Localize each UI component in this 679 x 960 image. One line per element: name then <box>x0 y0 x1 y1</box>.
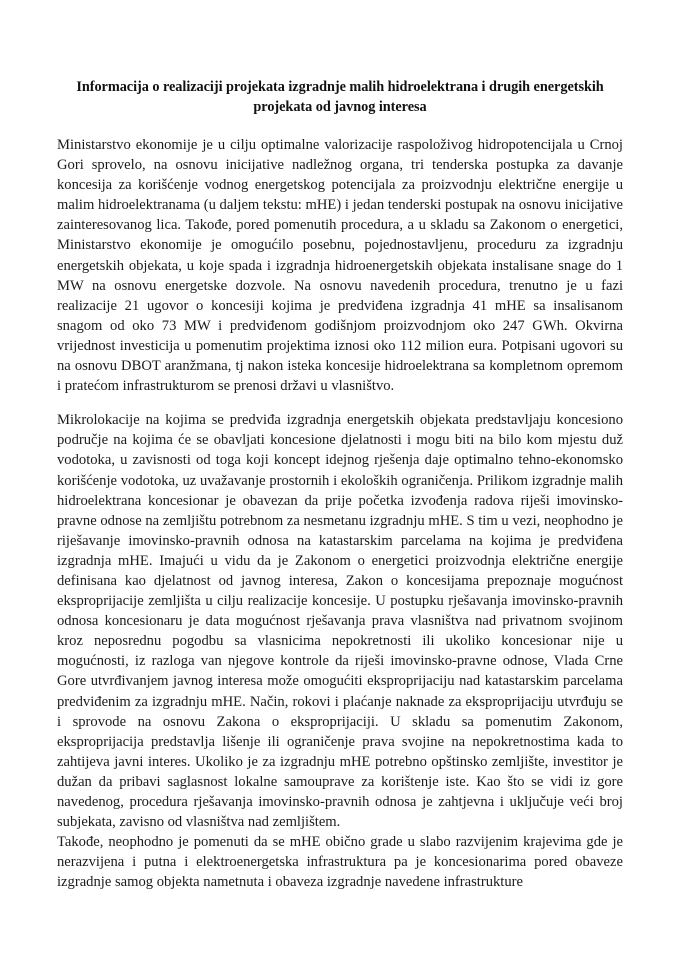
document-body <box>57 78 623 892</box>
paragraph-1: Ministarstvo ekonomije je u cilju optimalne valorizacije raspoloživog hidropotencijala u Crnoj Gori sprovelo, na osnovu inicijative nadležnog organa, tri tenderska postupka za davanje koncesija za korišćenje vodnog energetskog potencijala za proizvodnju električne energije u malim hidroelektranama (u daljem tekstu: mHE) i jedan tenderski postupak na osnovu inicijative zainteresovanog lica. Takođe, pored pomenutih procedura, a u skladu sa Zakonom o energetici, Ministarstvo ekonomije je omogućilo posebnu, pojednostavljenu, proceduru za izgradnju energetskih objekata, u koje spada i izgradnja hidroenergetskih objekata instalisane snage do 1 MW na osnovu energetske dozvole. Na osnovu navedenih procedura, trenutno je u fazi realizacije 21 ugovor o koncesiji kojima je predviđena izgradnja 41 mHE sa insalisanom snagom od oko 73 MW i predviđenom godišnjom proizvodnjom oko 247 GWh. Okvirna vrijednost investicija u pomenutim projektima iznosi oko 112 milion eura. Potpisani ugovori su na osnovu DBOT aranžmana, tj nakon isteka koncesije hidroelektrana sa kompletnom opremom i pratećom infrastrukturom se prenosi državi u vlasništvo. <box>57 137 623 395</box>
paragraph-3: Takođe, neophodno je pomenuti da se mHE obično grade u slabo razvijenim krajevima gde je nerazvijena i putna i elektroenergetska infrastruktura pa je koncesionarima pored obaveze izgradnje samog objekta nametnuta i obaveza izgradnje navedene infrastrukture <box>57 834 623 891</box>
page-title: Informacija o realizaciji projekata izgradnje malih hidroelektrana i drugih energetskih projekata od javnog interesa <box>76 79 604 115</box>
paragraph-2: Mikrolokacije na kojima se predviđa izgradnja energetskih objekata predstavljaju koncesiono područje na kojima će se obavljati koncesione djelatnosti i mogu biti na bilo kom mjestu duž vodotoka, u zavisnosti od toga koji koncept idejnog rješenja daje optimalno tehno-ekonomsko korišćenje vodotoka, uz uvažavanje prostornih i ekoloških ograničenja. Prilikom izgradnje malih hidroelektrana koncesionar je obavezan da prije početka izvođenja radova riješi imovinsko-pravne odnose na zemljištu potrebnom za nesmetanu izgradnju mHE. S tim u vezi, neophodno je riješavanje imovinsko-pravnih odnosa na katastarskim parcelama na kojima je predviđena izgradnja mHE. Imajući u vidu da je Zakonom o energetici proizvodnja električne energije definisana kao djelatnost od javnog interesa, Zakon o koncesijama prepoznaje mogućnost eksproprijacije zemljišta u cilju realizacije koncesije. U postupku rješavanja imovinsko-pravnih odnosa koncesionaru je data mogućnost rješavanja prava vlasništva nad privatnom svojinom kroz neposrednu pogodbu sa vlasnicima nepokretnosti ili ukoliko koncesionar nije u mogućnosti, iz razloga van njegove kontrole da riješi imovinsko-pravne odnose, Vlada Crne Gore utvrđivanjem javnog interesa može omogućiti eksproprijaciju nad katastarskim parcelama predviđenim za izgradnju mHE. Način, rokovi i plaćanje naknade za eksproprijaciju utvrđuju se i sprovode na osnovu Zakona o eksproprijaciji. U skladu sa pomenutim Zakonom, eksproprijacija predstavlja lišenje ili ograničenje prava svojine na nepokretnostima kada to zahtijeva javni interes. Ukoliko je za izgradnju mHE potrebno opštinsko zemljište, investitor je dužan da pribavi saglasnost lokalne samouprave za korištenje iste. Kao što se vidi iz gore navedenog, procedura rješavanja imovinsko-pravnih odnosa je zahtjevna i uključuje veći broj subjekata, zavisno od vlasništva nad zemljištem. <box>57 412 623 831</box>
